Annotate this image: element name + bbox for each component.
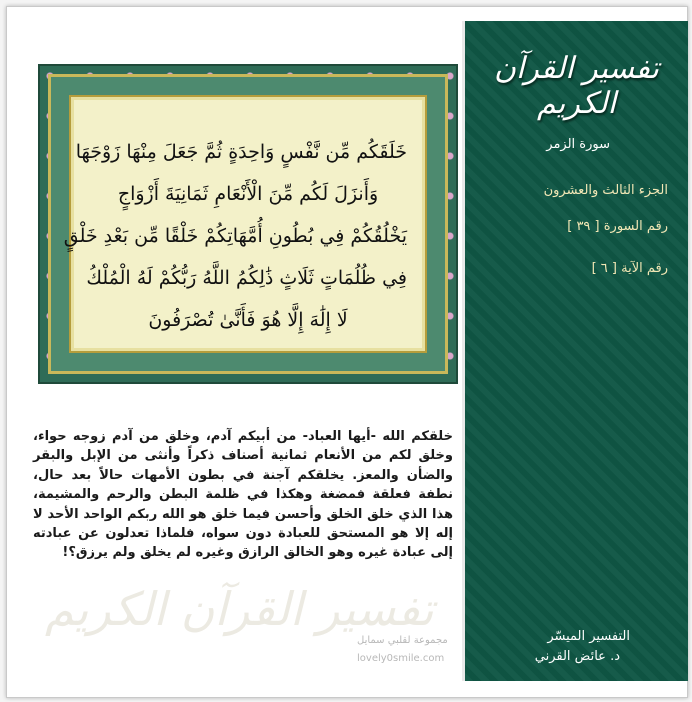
quran-verse: [63, 131, 407, 341]
tafsir-text: خلقكم الله -أيها العباد- من أبيكم آدم، وخلق من آدم زوجه حواء، وخلق لكم من الأنعام ثمانية أصناف ذكراً وأنثى من الإبل والبقر والضأن والمعز. يخلقكم آجنة في بطون الأمهات حالاً بعد حال، نطفة فعلقة فمضغة وهكذا في ظلمة البطن والرحم والمشيمة، هذا الذي خلق الخلق وأحسن فيما خلق هو الله ربكم الواحد الأحد لا إله إلا هو المستحق للعبادة دون سواه، فلماذا تعدلون عن عبادته إلى عبادة غيره وهو الخالق الرازق وغيره لم يخلق ولم يرزق؟!: [33, 429, 453, 561]
verse-line: يَخْلُقُكُمْ فِي بُطُونِ أُمَّهَاتِكُمْ خَلْقًا مِّن بَعْدِ خَلْقٍ: [63, 225, 407, 247]
verse-line: خَلَقَكُم مِّن نَّفْسٍ وَاحِدَةٍ ثُمَّ جَعَلَ مِنْهَا زَوْجَهَا: [75, 141, 407, 163]
page-frame: [6, 6, 688, 698]
watermark-site-arabic: مجموعة لقلبي سمايل: [357, 635, 448, 646]
verse-line: وَأَنزَلَ لَكُم مِّنَ الْأَنْعَامِ ثَمَانِيَةَ أَزْوَاجٍ: [117, 183, 379, 205]
quran-ornamental-frame: [38, 64, 458, 384]
juz-label: الجزء الثالث والعشرون: [543, 183, 668, 198]
verse-line: لَا إِلَٰهَ إِلَّا هُوَ فَأَنَّىٰ تُصْرَفُونَ: [148, 309, 348, 331]
sidebar-title: تفسير القرآن الكريم: [494, 51, 659, 121]
aya-number: رقم الآية [ ٦ ]: [591, 261, 668, 276]
tafsir-source: التفسير الميسّر: [547, 629, 630, 644]
sura-number: رقم السورة [ ٣٩ ]: [567, 219, 668, 234]
info-sidebar: [462, 21, 688, 681]
watermark-site-url: lovely0smile.com: [357, 653, 445, 664]
ornament-gold-border: [48, 74, 448, 374]
verse-line: فِي ظُلُمَاتٍ ثَلَاثٍ ذَٰلِكُمُ اللَّهُ رَبُّكُمْ لَهُ الْمُلْكُ: [86, 267, 407, 289]
tafsir-author: د. عائض القرني: [534, 649, 620, 664]
verse-panel: [63, 95, 427, 353]
watermark-title: تفسير القرآن الكريم: [45, 582, 434, 636]
sura-name: سورة الزمر: [546, 137, 610, 152]
